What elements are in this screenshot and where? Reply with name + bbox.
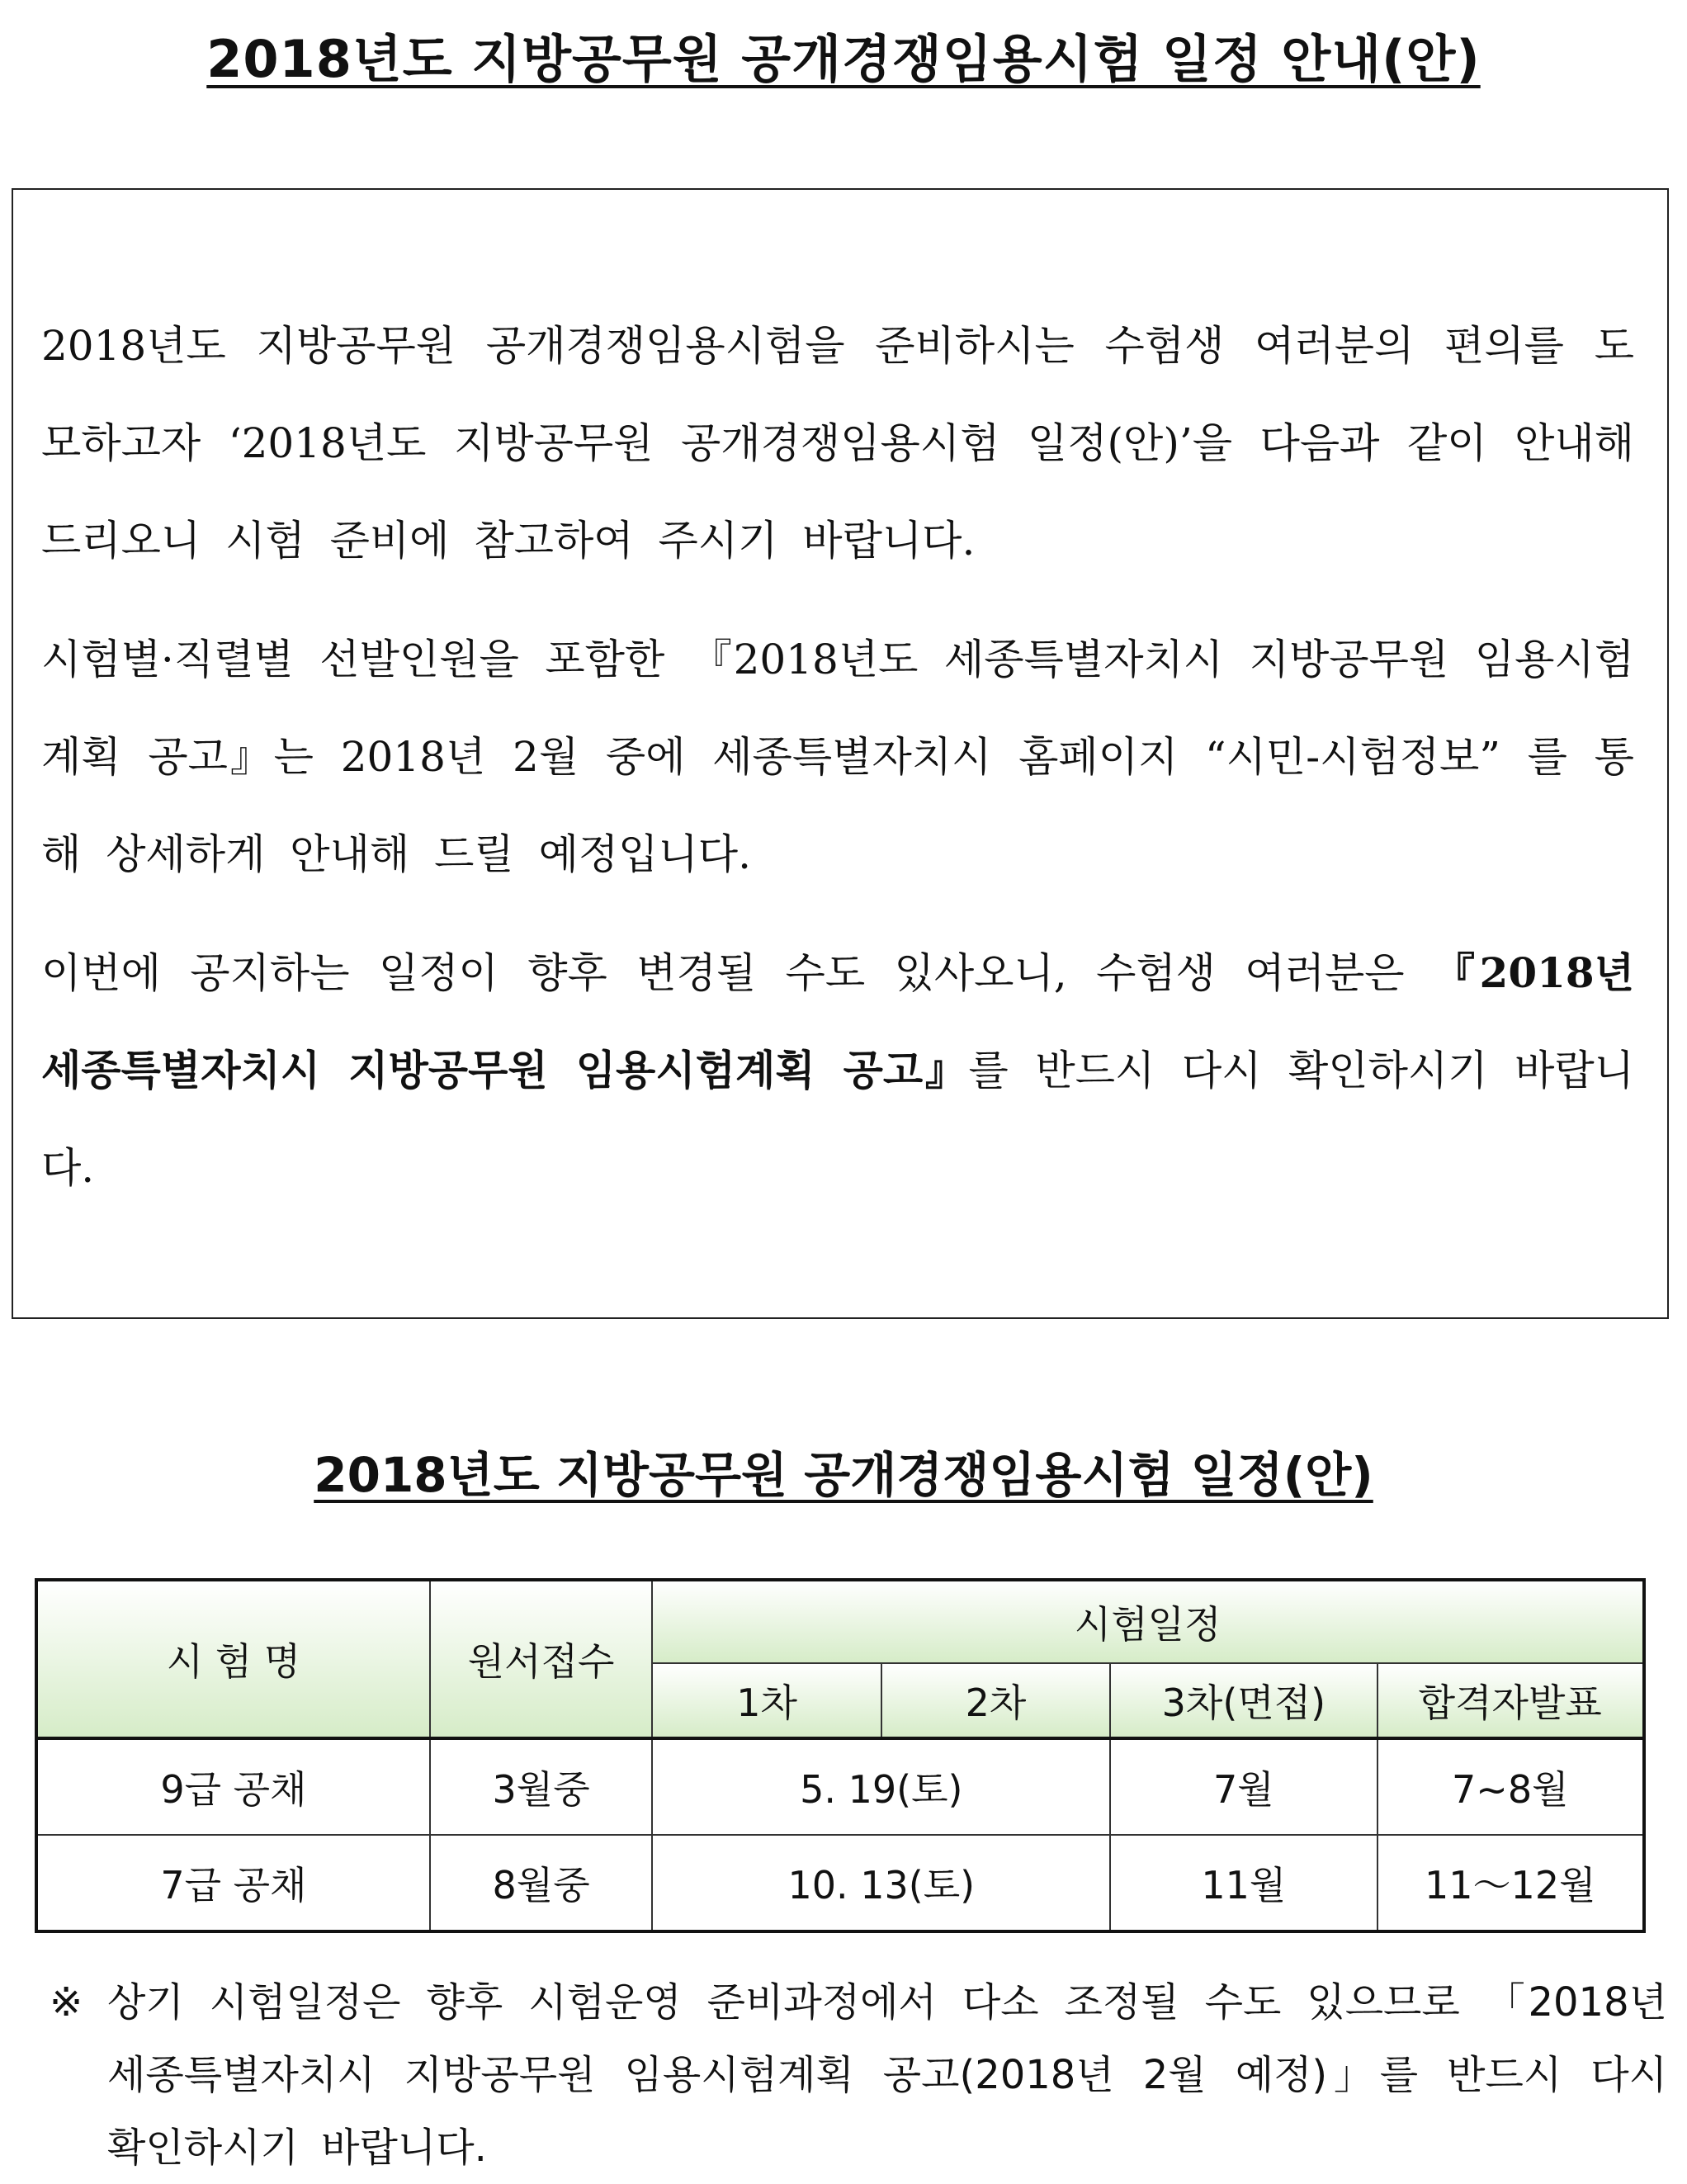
schedule-table-header: [36, 1580, 1644, 1738]
notice-paragraph-1: 2018년도 지방공무원 공개경쟁임용시험을 준비하시는 수험생 여러분의 편의를 도모하고자 ‘2018년도 지방공무원 공개경쟁임용시험 일정(안)’을 다음과 같이 안내해 드리오니 시험 준비에 참고하여 주시기 바랍니다.: [41, 322, 1634, 565]
table-row: [36, 1835, 1644, 1931]
notice-paragraph-3-start: 이번에 공지하는 일정이 향후 변경될 수도 있사오니, 수험생 여러분은: [41, 949, 1434, 997]
cell-round-3: 7월: [1110, 1738, 1377, 1835]
header-schedule: 시험일정: [652, 1580, 1644, 1663]
schedule-title-text: 2018년도 지방공무원 공개경쟁임용시험 일정(안): [314, 1447, 1373, 1503]
header-result: 합격자발표: [1377, 1663, 1644, 1738]
cell-round-3: 11월: [1110, 1835, 1377, 1931]
cell-exam-name: 9급 공채: [36, 1738, 430, 1835]
header-application: 원서접수: [430, 1580, 652, 1738]
footnote: [50, 1966, 1667, 2184]
notice-paragraph-3: [41, 924, 1634, 1217]
footnote-text: 상기 시험일정은 향후 시험운영 준비과정에서 다소 조정될 수도 있으므로 「2018년 세종특별자치시 지방공무원 임용시험계획 공고(2018년 2월 예정)」를 반드시 다시 확인하시기 바랍니다.: [107, 1979, 1667, 2171]
header-round-2: 2차: [881, 1663, 1110, 1738]
header-round-1: 1차: [652, 1663, 881, 1738]
schedule-title: [0, 1436, 1687, 1506]
cell-application: 8월중: [430, 1835, 652, 1931]
header-exam-name: 시 험 명: [36, 1580, 430, 1738]
notice-paragraph-3-end: 를 반드시 다시 확인하시기 바랍니다.: [41, 1047, 1634, 1192]
cell-round-1-2: 5. 19(토): [652, 1738, 1110, 1835]
cell-result: 7~8월: [1377, 1738, 1644, 1835]
header-round-3: 3차(면접): [1110, 1663, 1377, 1738]
page-title: [0, 18, 1687, 92]
page-title-text: 2018년도 지방공무원 공개경쟁임용시험 일정 안내(안): [206, 29, 1481, 89]
table-row: [36, 1738, 1644, 1835]
notice-text: [41, 297, 1634, 1217]
notice-paragraph-2: 시험별·직렬별 선발인원을 포함한 『2018년도 세종특별자치시 지방공무원 임용시험계획 공고』는 2018년 2월 중에 세종특별자치시 홈페이지 “시민-시험정보” 를 통해 상세하게 안내해 드릴 예정입니다.: [41, 636, 1634, 878]
cell-round-1-2: 10. 13(토): [652, 1835, 1110, 1931]
cell-result: 11～12월: [1377, 1835, 1644, 1931]
notice-announcement-name: 『2018년 세종특별자치시 지방공무원 임용시험계획 공고』: [41, 948, 1634, 1094]
footnote-mark: ※: [50, 1979, 83, 2026]
cell-exam-name: 7급 공채: [36, 1835, 430, 1931]
schedule-table: [35, 1578, 1646, 1933]
cell-application: 3월중: [430, 1738, 652, 1835]
